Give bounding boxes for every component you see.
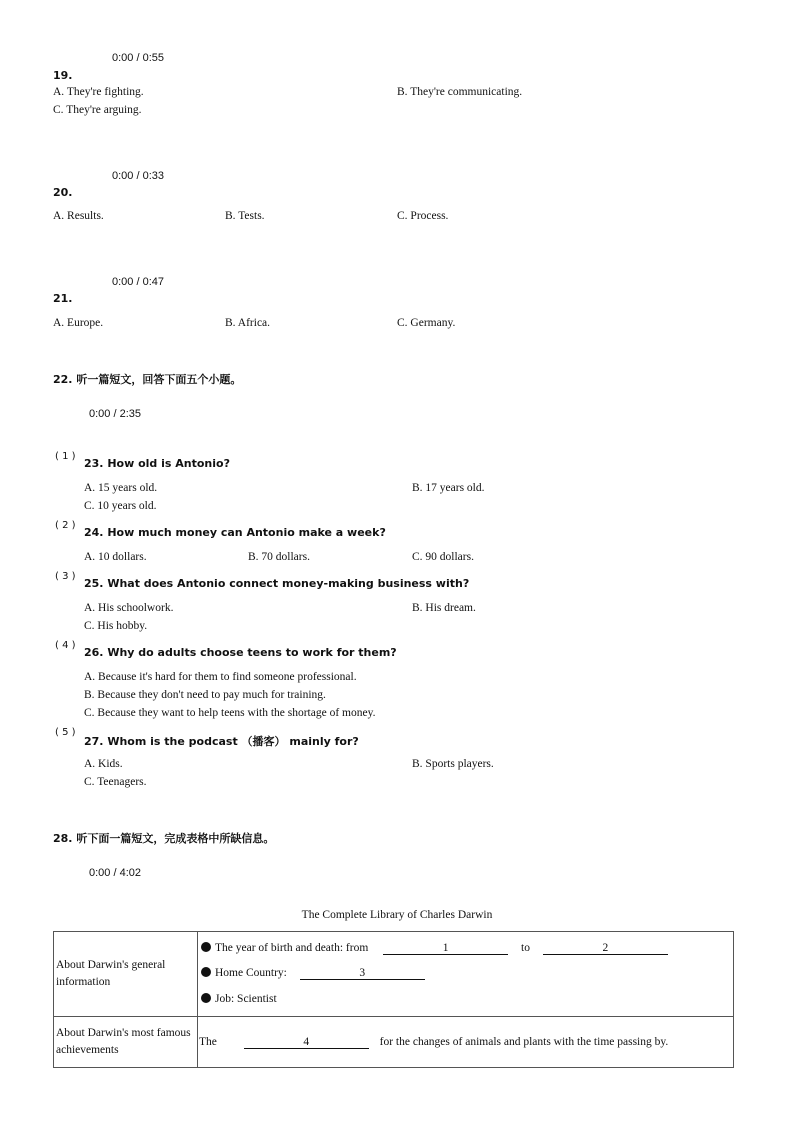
option-c[interactable]: C. His hobby. [84, 620, 148, 632]
audio-time: 0:00 / 0:33 [112, 170, 164, 182]
audio-player-q20[interactable] [112, 170, 164, 182]
darwin-table [53, 931, 734, 1068]
option-b[interactable]: B. Because they don't need to pay much for training. [84, 689, 326, 701]
section-title: 22. 听一篇短文，回答下面五个小题。 [53, 373, 242, 386]
blank-1[interactable]: 1 [383, 942, 508, 955]
audio-player-q28[interactable] [89, 867, 141, 879]
option-b[interactable]: B. Africa. [225, 317, 271, 329]
option-b[interactable]: B. They're communicating. [397, 86, 523, 98]
info-line: Home Country: 3 [201, 961, 731, 987]
option-c[interactable]: C. They're arguing. [53, 104, 142, 116]
option-a[interactable]: A. They're fighting. [53, 86, 144, 98]
blank-3[interactable]: 3 [300, 967, 425, 980]
audio-player-q22[interactable] [89, 408, 141, 420]
audio-time: 0:00 / 0:55 [112, 52, 164, 64]
option-a[interactable]: A. Europe. [53, 317, 104, 329]
option-c[interactable]: C. Process. [397, 210, 449, 222]
option-a[interactable]: A. 10 dollars. [84, 551, 147, 563]
option-b[interactable]: B. 17 years old. [412, 482, 485, 494]
option-b[interactable]: B. 70 dollars. [248, 551, 310, 563]
section-title: 28. 听下面一篇短文，完成表格中所缺信息。 [53, 832, 275, 845]
audio-time: 0:00 / 0:47 [112, 276, 164, 288]
sub-question-tag: ( 4 ) [55, 640, 76, 651]
option-a[interactable]: A. 15 years old. [84, 482, 158, 494]
blank-2[interactable]: 2 [543, 942, 668, 955]
option-b[interactable]: B. Tests. [225, 210, 265, 222]
question-number: 19. [53, 69, 73, 82]
table-title: The Complete Library of Charles Darwin [301, 909, 493, 921]
option-c[interactable]: C. 10 years old. [84, 500, 157, 512]
audio-time: 0:00 / 4:02 [89, 867, 141, 879]
option-a[interactable]: A. Because it's hard for them to find someone professional. [84, 671, 357, 683]
option-b[interactable]: B. Sports players. [412, 758, 494, 770]
sub-question-tag: ( 5 ) [55, 727, 76, 738]
sub-question-text: 23. How old is Antonio? [84, 457, 230, 470]
sub-question-tag: ( 1 ) [55, 451, 76, 462]
row-label: About Darwin's general information [54, 932, 198, 1017]
sub-question-text: 27. Whom is the podcast （播客） mainly for? [84, 735, 359, 748]
option-c[interactable]: C. Germany. [397, 317, 456, 329]
info-line: Job: Scientist [201, 987, 731, 1013]
bullet-icon [201, 993, 211, 1003]
audio-player-q21[interactable] [112, 276, 164, 288]
option-c[interactable]: C. 90 dollars. [412, 551, 474, 563]
table-row [54, 1017, 734, 1068]
audio-player-q19[interactable] [112, 52, 164, 64]
bullet-icon [201, 942, 211, 952]
question-number: 21. [53, 292, 73, 305]
sub-question-text: 26. Why do adults choose teens to work for them? [84, 646, 397, 659]
option-a[interactable]: A. Kids. [84, 758, 123, 770]
option-a[interactable]: A. Results. [53, 210, 104, 222]
table-row [54, 932, 734, 1017]
info-line: The year of birth and death: from 1 to 2 [201, 936, 731, 962]
option-c[interactable]: C. Because they want to help teens with the shortage of money. [84, 707, 376, 719]
blank-4[interactable]: 4 [244, 1036, 369, 1049]
bullet-icon [201, 967, 211, 977]
option-b[interactable]: B. His dream. [412, 602, 476, 614]
option-a[interactable]: A. His schoolwork. [84, 602, 174, 614]
audio-time: 0:00 / 2:35 [89, 408, 141, 420]
question-number: 20. [53, 186, 73, 199]
option-c[interactable]: C. Teenagers. [84, 776, 147, 788]
row-content [198, 932, 734, 1017]
sub-question-text: 24. How much money can Antonio make a week? [84, 526, 386, 539]
sub-question-tag: ( 2 ) [55, 520, 76, 531]
sub-question-text: 25. What does Antonio connect money-making business with? [84, 577, 470, 590]
row-content: The 4 for the changes of animals and plants with the time passing by. [198, 1017, 734, 1068]
sub-question-tag: ( 3 ) [55, 571, 76, 582]
row-label: About Darwin's most famous achievements [54, 1017, 198, 1068]
